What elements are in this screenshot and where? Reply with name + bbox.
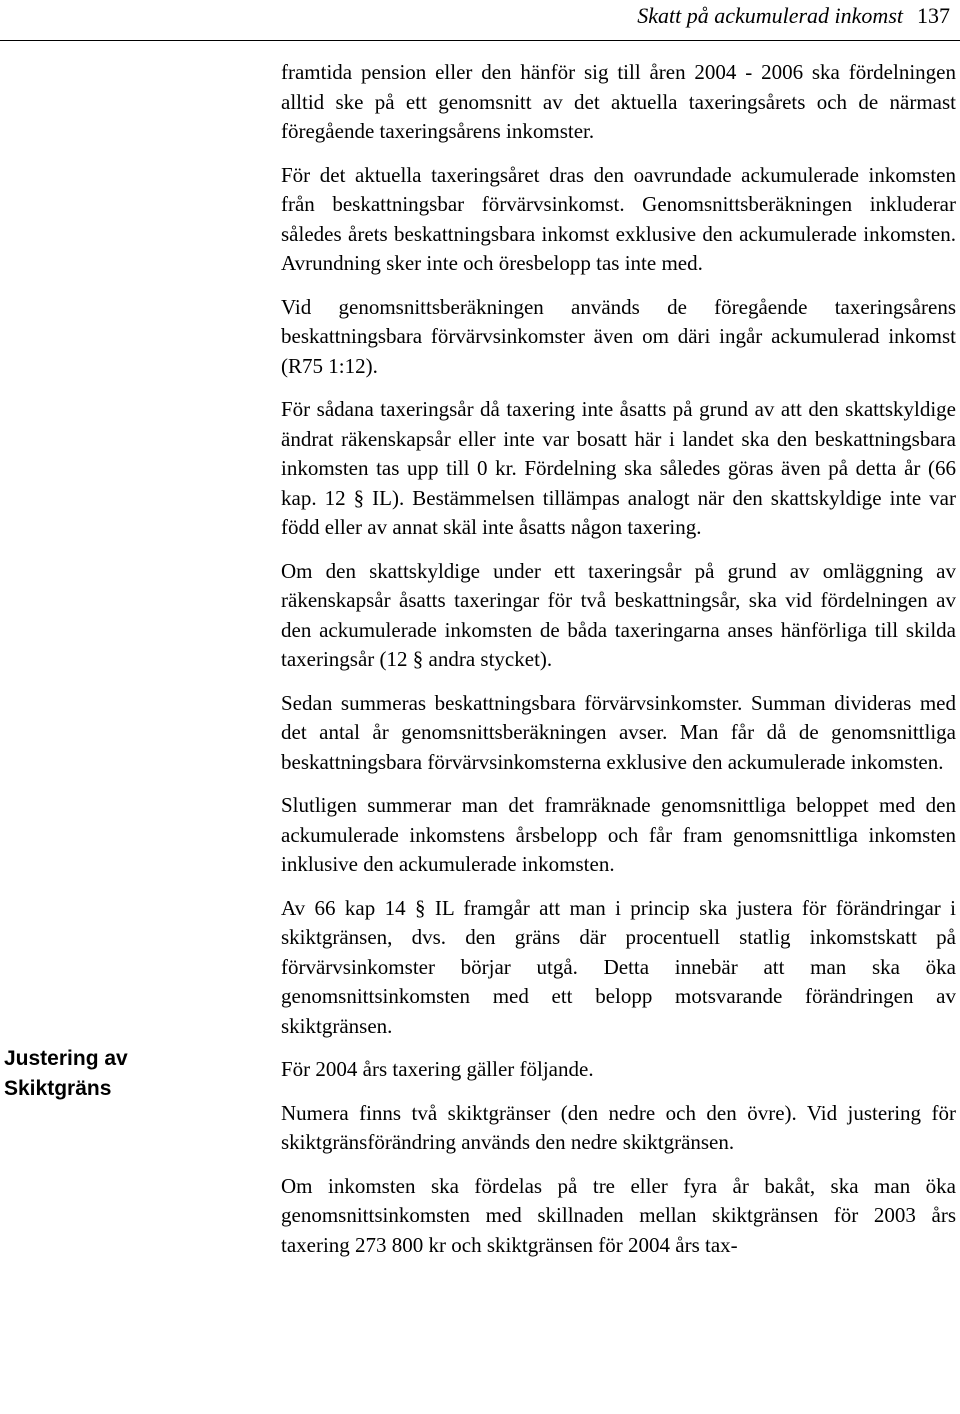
header-rule [0,40,960,41]
paragraph-6: Sedan summeras beskattningsbara förvärvsinkomster. Summan divideras med det antal år genomsnittsberäkningen avser. Man får då de genomsnittliga beskattningsbara förvärvsinkomsterna exklusive den ackumulerade inkomsten. [281,690,956,774]
body-text [281,56,956,1274]
running-title: Skatt på ackumulerad inkomst [637,3,903,28]
paragraph-4: För sådana taxeringsår då taxering inte åsatts på grund av att den skattskyldige ändrat räkenskapsår eller inte var bosatt här i landet ska den beskattningsbara inkomsten tas upp till 0 kr. Fördelning ska således göras även på detta år (66 kap. 12 § IL). Bestämmelsen tillämpas analogt när den skattskyldige inte var född eller av annat skäl inte åsatts någon taxering. [281,397,956,539]
paragraph-1: framtida pension eller den hänför sig till åren 2004 - 2006 ska fördelningen alltid ske på ett genomsnitt av det aktuella taxeringsårets och de närmast föregående taxeringsårens inkomster. [281,60,956,143]
paragraph-2: För det aktuella taxeringsåret dras den oavrundade ackumulerade inkomsten från beskattningsbar förvärvsinkomst. Genomsnittsberäkningen inkluderar således årets beskattningsbara inkomst exklusive den ackumulerade inkomsten. Avrundning sker inte och öresbelopp tas inte med. [281,162,956,275]
paragraph-5: Om den skattskyldige under ett taxeringsår på grund av omläggning av räkenskapsår åsatts taxeringar för två beskattningsår, ska vid fördelningen av den ackumulerade inkomsten de båda taxeringarna anses hänförliga till skilda taxeringsår (12 § andra stycket). [281,558,956,671]
margin-heading-line-1: Justering av [4,1047,128,1070]
paragraph-3: Vid genomsnittsberäkningen används de föregående taxeringsårens beskattningsbara förvärvsinkomster även om däri ingår ackumulerad inkomst (R75 1:12). [281,294,956,378]
paragraph-9: För 2004 års taxering gäller följande. [281,1057,594,1081]
paragraph-7: Slutligen summerar man det framräknade genomsnittliga beloppet med den ackumulerade inkomstens årsbelopp och får fram genomsnittliga inkomsten inklusive den ackumulerade inkomsten. [281,793,956,876]
margin-heading [4,1044,174,1104]
paragraph-8: Av 66 kap 14 § IL framgår att man i princip ska justera för förändringar i skiktgränsen, dvs. den gräns där procentuell statlig inkomstskatt på förvärvsinkomster börjar utgå. Detta innebär att man ska öka genomsnittsinkomsten med ett belopp motsvarande förändringen av skiktgränsen. [281,895,956,1038]
running-header [637,2,950,30]
paragraph-11: Om inkomsten ska fördelas på tre eller fyra år bakåt, ska man öka genomsnittsinkomsten med skillnaden mellan skiktgränsen för 2003 års taxering 273 800 kr och skiktgränsen för 2004 års tax- [281,1173,956,1257]
paragraph-10: Numera finns två skiktgränser (den nedre och den övre). Vid justering för skiktgränsförändring används den nedre skiktgränsen. [281,1100,956,1154]
margin-heading-line-2: Skiktgräns [4,1077,112,1100]
page-number: 137 [917,3,950,28]
